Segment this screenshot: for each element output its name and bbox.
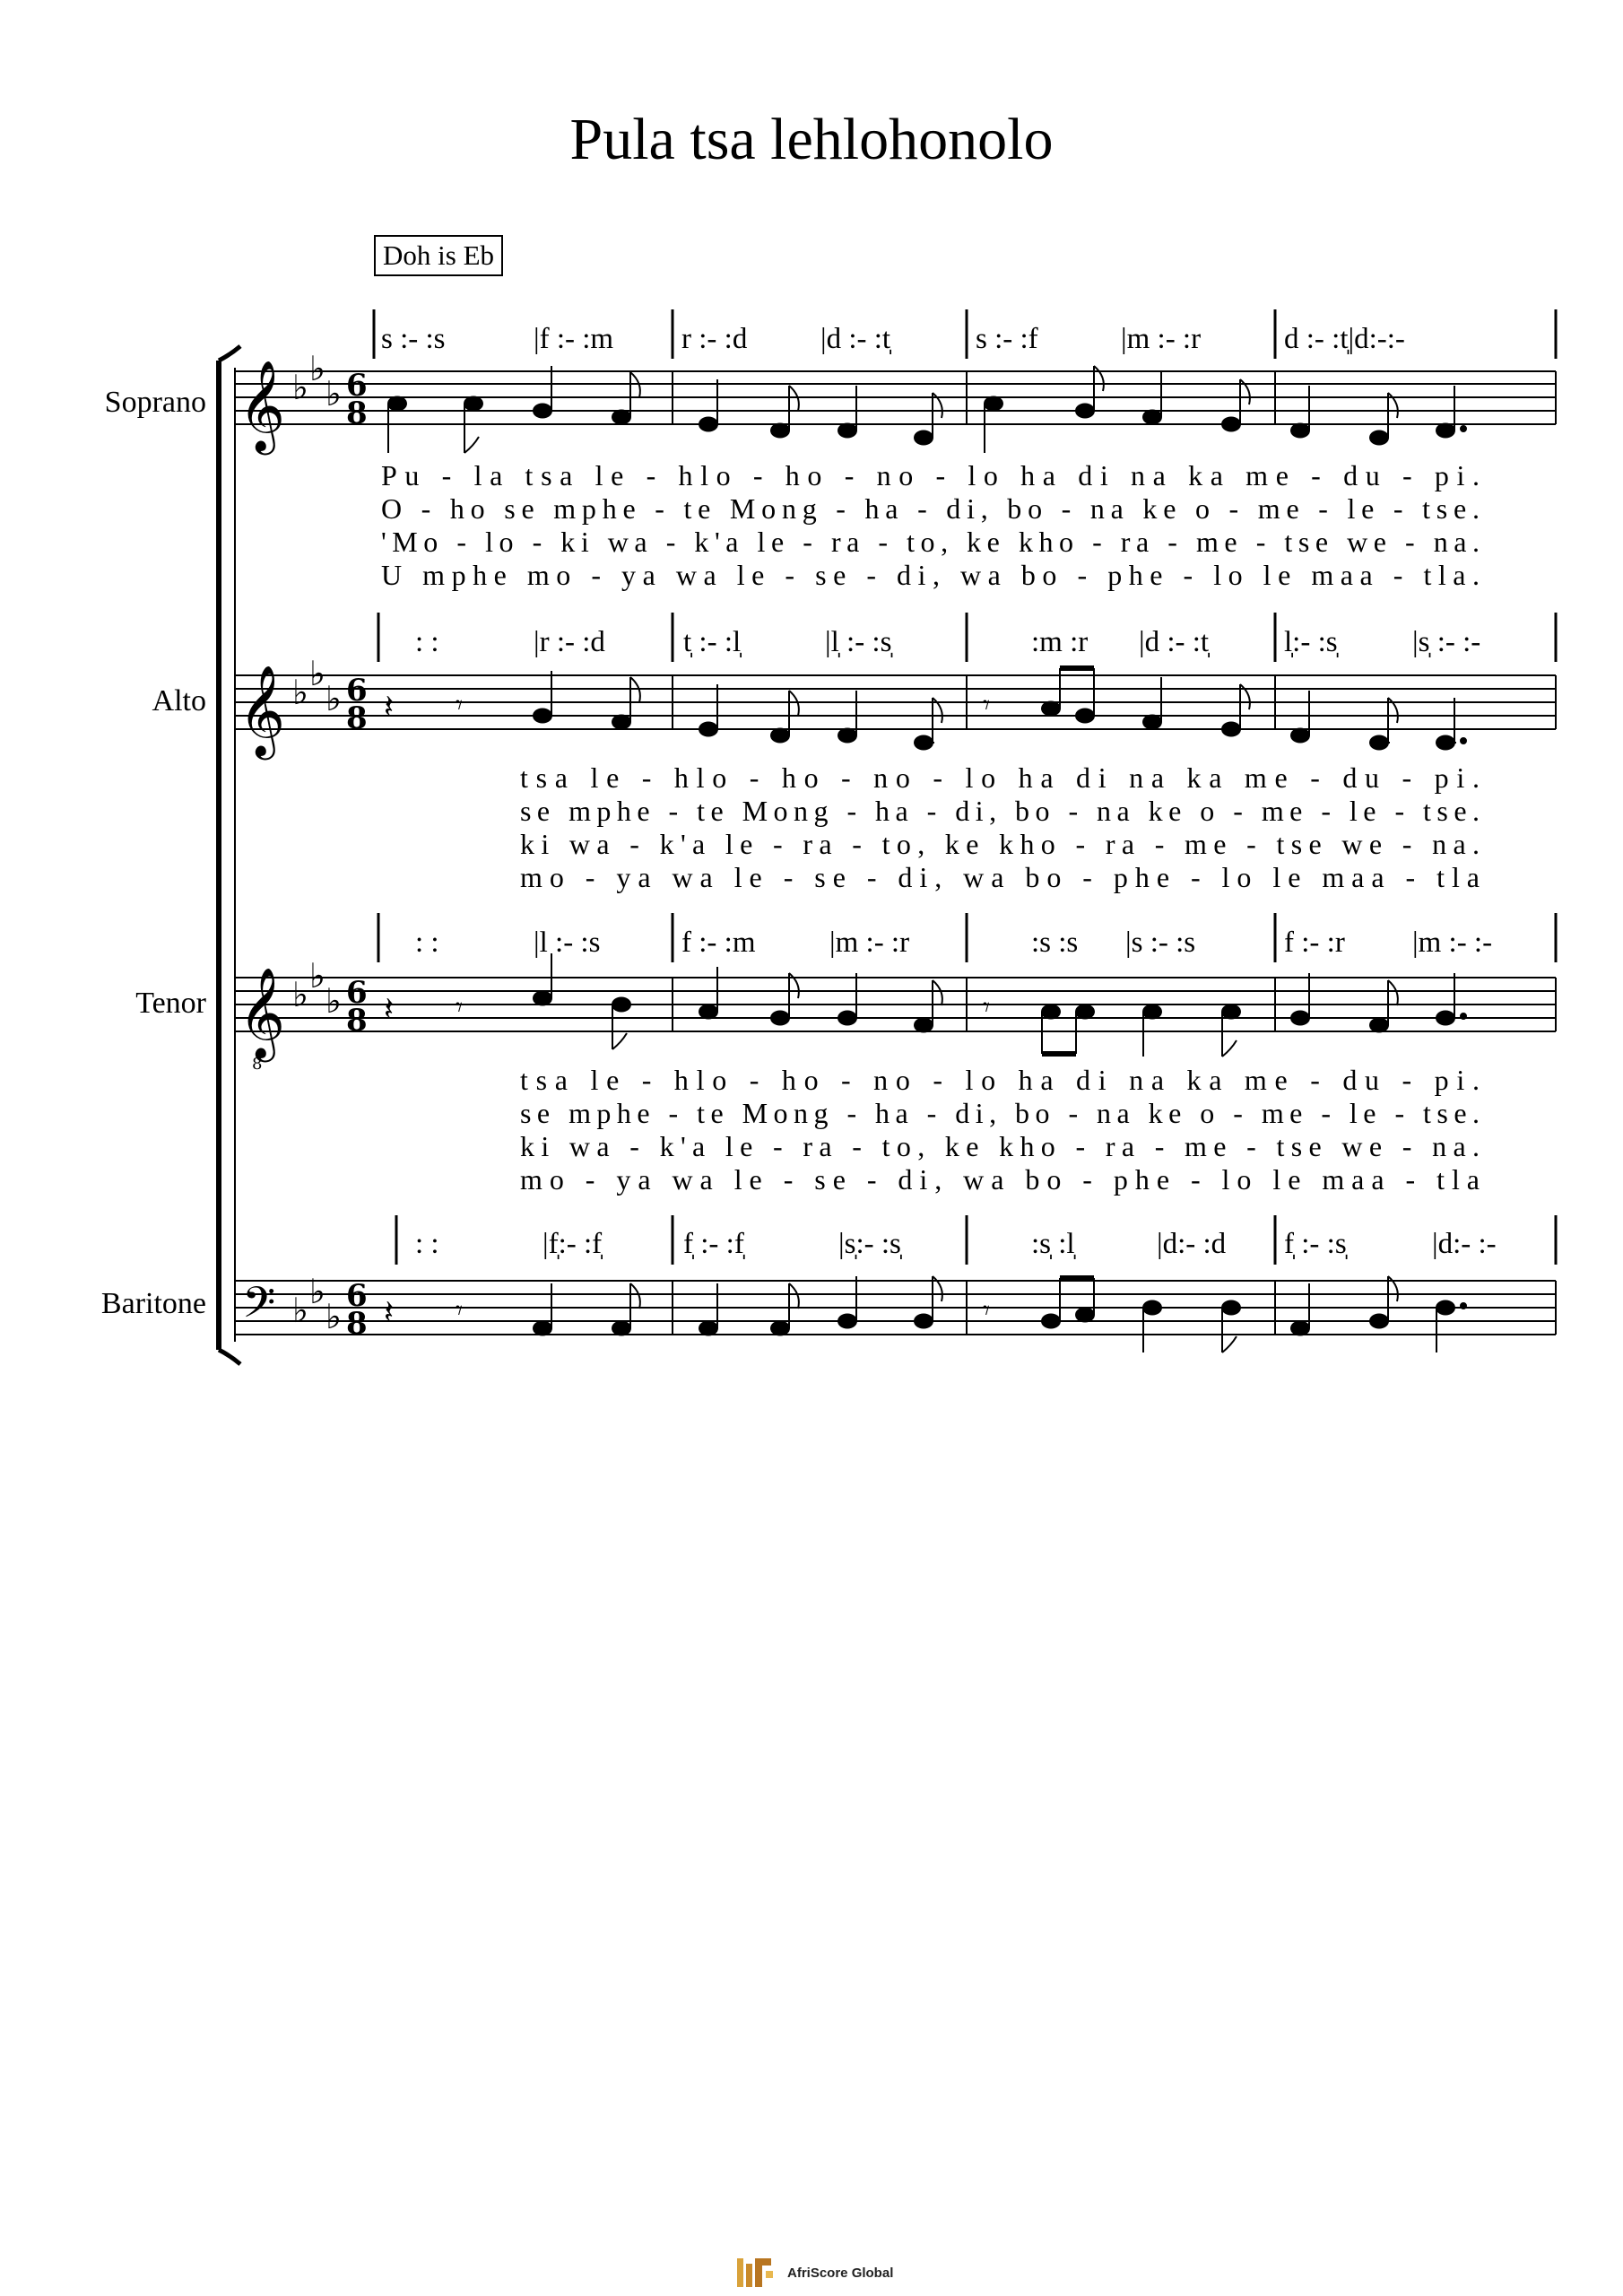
lyric-line: ki wa - k'a le - ra - to, ke kho - ra - me - tse we - na.: [520, 1130, 1480, 1162]
svg-text:♭: ♭: [309, 1272, 325, 1311]
solfa-s-m1a: s :- :s: [381, 323, 446, 355]
lyric-line: Pu - la tsa le - hlo - ho - no - lo ha di na ka me - du - pi.: [381, 459, 1480, 491]
time-signature: [346, 1278, 368, 1342]
svg-text:♭: ♭: [325, 679, 342, 718]
time-signature: [346, 368, 368, 431]
svg-text:6: 6: [346, 673, 368, 709]
svg-text:𝄽: 𝄽: [384, 689, 395, 726]
lyric-line: mo - ya wa le - se - di, wa bo - phe - lo le maa - tla: [520, 861, 1480, 893]
solfa-t-m1a: : :: [415, 926, 439, 959]
svg-text:𝄾: 𝄾: [456, 690, 463, 721]
svg-text:8: 8: [346, 700, 368, 736]
solfa-a-m2a: t̩ :- :l̩: [683, 626, 742, 658]
baritone-notes: [384, 1276, 1466, 1352]
time-signature: [346, 975, 368, 1039]
key-signature-flats: [292, 654, 342, 718]
svg-text:𝄾: 𝄾: [456, 992, 463, 1023]
footer-brand: AfriScore Global: [787, 2265, 894, 2281]
solfa-s-m1b: |f :- :m: [534, 323, 614, 355]
solfa-s-m2a: r :- :d: [681, 323, 748, 355]
solfa-t-m4b: |m :- :-: [1412, 926, 1493, 959]
svg-text:♭: ♭: [309, 654, 325, 693]
solfa-t-m3a: :s :s: [1031, 926, 1079, 959]
svg-text:6: 6: [346, 368, 368, 404]
solfa-b-m4a: f̩ :- :s̩: [1284, 1228, 1347, 1260]
solfa-t-m4a: f :- :r: [1284, 926, 1345, 959]
solfa-t-m3b: |s :- :s: [1125, 926, 1196, 959]
afriscore-logo-icon: [735, 2255, 780, 2291]
solfa-s-m4: d :- :t̩|d:-:-: [1284, 323, 1405, 355]
svg-text:𝄽: 𝄽: [384, 991, 395, 1028]
solfa-b-m2a: f̩ :- :f̩: [683, 1228, 744, 1260]
svg-text:♭: ♭: [292, 673, 308, 712]
solfa-t-m2b: |m :- :r: [829, 926, 910, 959]
svg-text:𝄾: 𝄾: [456, 1295, 463, 1326]
solfa-b-m1b: |f̩:- :f̩: [542, 1228, 603, 1260]
treble-clef-icon: 𝄞: [239, 664, 286, 756]
solfa-a-m3b: |d :- :t̩: [1139, 626, 1210, 658]
part-name-tenor: Tenor: [135, 987, 206, 1020]
svg-text:♭: ♭: [325, 374, 342, 413]
solfa-a-m2b: |l̩ :- :s̩: [825, 626, 892, 658]
page-title: Pula tsa lehlohonolo: [569, 107, 1054, 172]
solfa-s-m2b: |d :- :t̩: [820, 323, 891, 355]
lyric-line: 'Mo - lo - ki wa - k'a le - ra - to, ke kho - ra - me - tse we - na.: [381, 526, 1480, 558]
staff-soprano: [235, 349, 1556, 456]
solfa-s-m3a: s :- :f: [976, 323, 1038, 355]
lyric-line: mo - ya wa le - se - di, wa bo - phe - lo le maa - tla: [520, 1163, 1480, 1196]
solfa-b-m4b: |d:- :-: [1432, 1228, 1497, 1260]
lyric-line: se mphe - te Mong - ha - di, bo - na ke o - me - le - tse.: [520, 795, 1480, 827]
lyric-line: U mphe mo - ya wa le - se - di, wa bo - phe - lo le maa - tla.: [381, 559, 1480, 591]
octave-8-icon: 8: [252, 1055, 263, 1074]
solfa-a-m1a: : :: [415, 626, 439, 658]
time-signature: [346, 673, 368, 736]
solfa-t-m1b: |l :- :s: [534, 926, 601, 959]
lyric-line: tsa le - hlo - ho - no - lo ha di na ka me - du - pi.: [520, 1064, 1480, 1096]
lyric-line: se mphe - te Mong - ha - di, bo - na ke o - me - le - tse.: [520, 1097, 1480, 1129]
part-name-alto: Alto: [152, 684, 206, 718]
key-signature-flats: [292, 349, 342, 413]
footer-logo: [735, 2255, 893, 2291]
soprano-notes: [388, 366, 1466, 453]
solfa-a-m3a: :m :r: [1031, 626, 1089, 658]
key-signature-flats: [292, 956, 342, 1021]
svg-text:6: 6: [346, 975, 368, 1011]
staff-tenor: [235, 953, 1556, 1074]
svg-text:♭: ♭: [325, 1297, 342, 1336]
system-bracket: [219, 346, 240, 1364]
svg-text:♭: ♭: [292, 1291, 308, 1330]
svg-text:𝄾: 𝄾: [983, 992, 990, 1023]
bass-clef-icon: 𝄢: [242, 1277, 276, 1338]
staff-alto: [235, 654, 1556, 761]
svg-text:♭: ♭: [325, 981, 342, 1021]
treble-clef-icon: 𝄞: [239, 359, 286, 451]
svg-text:♭: ♭: [309, 956, 325, 996]
svg-text:8: 8: [346, 1306, 368, 1342]
svg-text:𝄾: 𝄾: [983, 690, 990, 721]
lyrics-layer: [381, 459, 1480, 1196]
solfa-b-m3b: |d:- :d: [1157, 1228, 1227, 1260]
lyric-line: O - ho se mphe - te Mong - ha - di, bo - na ke o - me - le - tse.: [381, 492, 1480, 525]
staff-baritone: [235, 1272, 1556, 1352]
lyric-line: tsa le - hlo - ho - no - lo ha di na ka me - du - pi.: [520, 761, 1480, 794]
solfa-a-m1b: |r :- :d: [534, 626, 605, 658]
svg-text:𝄾: 𝄾: [983, 1295, 990, 1326]
solfa-a-m4a: l̩:- :s̩: [1284, 626, 1338, 658]
part-name-baritone: Baritone: [100, 1287, 206, 1320]
svg-text:8: 8: [346, 396, 368, 431]
svg-text:♭: ♭: [309, 349, 325, 388]
solfa-s-m3b: |m :- :r: [1121, 323, 1202, 355]
solfa-b-m3a: :s̩ :l̩: [1031, 1228, 1075, 1260]
part-name-soprano: Soprano: [104, 386, 206, 419]
key-indicator: Doh is Eb: [374, 235, 503, 276]
treble-clef-8vb-icon: 𝄞: [239, 966, 286, 1058]
svg-text:𝄽: 𝄽: [384, 1294, 395, 1331]
lyric-line: ki wa - k'a le - ra - to, ke kho - ra - me - tse we - na.: [520, 828, 1480, 860]
solfa-b-m1a: : :: [415, 1228, 439, 1260]
svg-text:6: 6: [346, 1278, 368, 1314]
svg-text:♭: ♭: [292, 975, 308, 1014]
alto-notes: [384, 668, 1466, 750]
solfa-b-m2b: |s̩:- :s̩: [838, 1228, 901, 1260]
solfa-a-m4b: |s̩ :- :-: [1412, 626, 1481, 658]
svg-text:♭: ♭: [292, 368, 308, 407]
svg-text:8: 8: [346, 1003, 368, 1039]
solfa-t-m2a: f :- :m: [681, 926, 756, 959]
